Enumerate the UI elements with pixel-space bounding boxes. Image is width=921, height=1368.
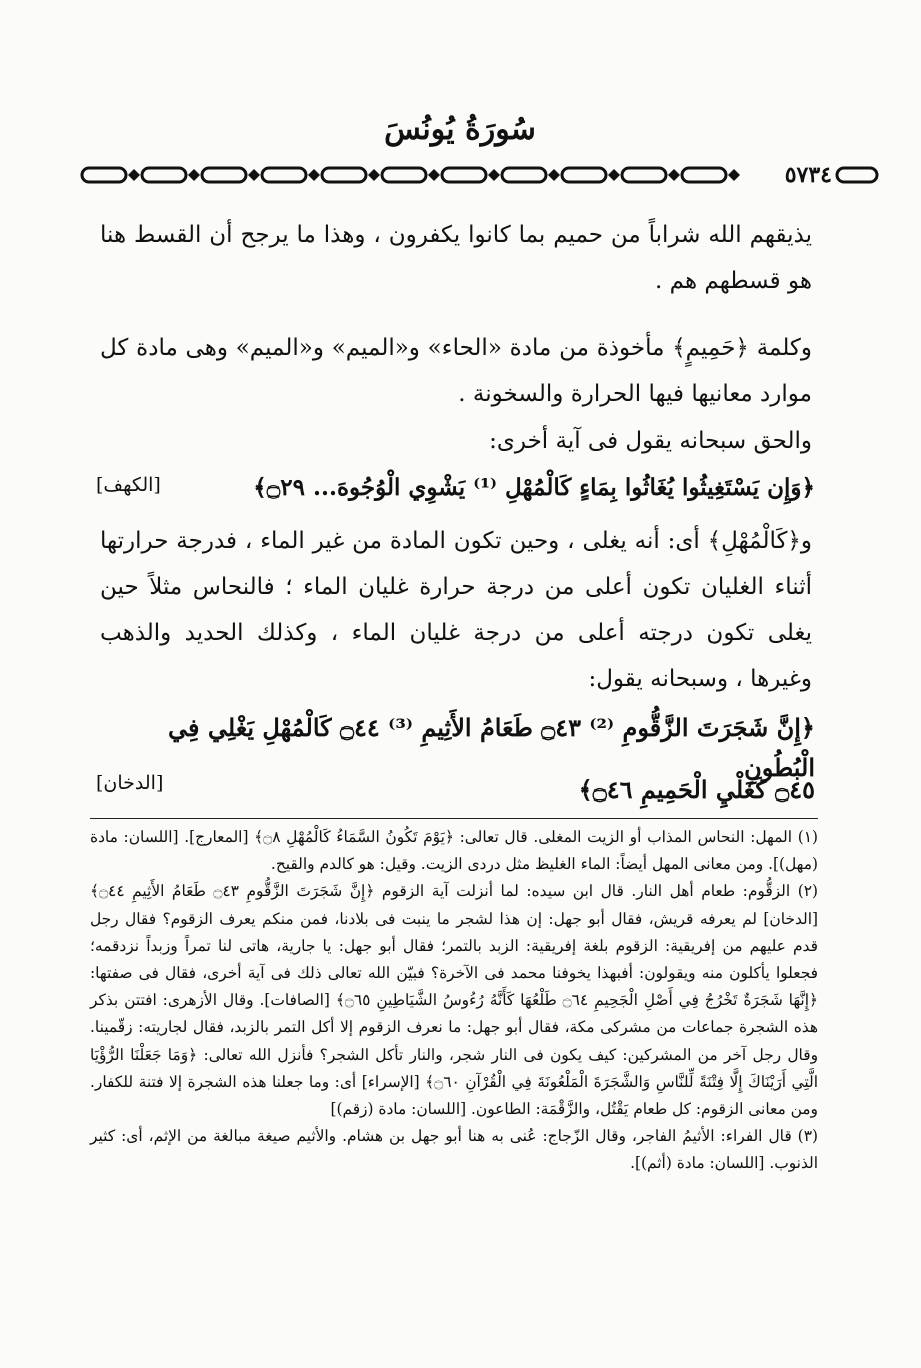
paragraph-3: والحق سبحانه يقول فى آية أخرى:: [489, 428, 812, 454]
footnote-3: (٣) قال الفراء: الأثيمُ الفاجر، وقال الزّجاج: عُنى به هنا أبو جهل بن هشام. والأثيم صيغة مبالغة من الإثم، أى: كثير الذنوب. [اللسان: مادة (أثم)].: [90, 1127, 818, 1173]
footnotes: [90, 824, 818, 1178]
end-ornament: [834, 162, 880, 188]
footnote-1: (١) المهل: النحاس المذاب أو الزيت المغلى. قال تعالى: ﴿يَوْمَ تَكُونُ السَّمَاءُ كَالْمُهْلِ ۝٨﴾ [المعارج]. [اللسان: مادة (مهل)]. ومن معانى المهل أيضاً: الماء الغليظ مثل دردى الزيت. وقيل: هو كالدم والقيح.: [90, 828, 818, 874]
footnote-2: (٢) الزقُّوم: طعام أهل النار. قال ابن سيده: لما أنزلت آية الزقوم ﴿إِنَّ شَجَرَتَ الزَّقُّومِ ۝٤٣ طَعَامُ الأَثِيمِ ۝٤٤﴾ [الدخان] لم يعرفه قريش، فقال أبو جهل: إن هذا لشجر ما ينبت فى بلادنا، فمن منكم يعرف الزقوم؟ فقال رجل قدم عليهم من إفريقية: الزقوم بلغة إفريقية: الزبد بالتمر؛ فقال أبو جهل: يا جارية، هاتى لنا تمراً وزبداً نزدقمه؛ فجعلوا يأكلون منه ويقولون: أفبهذا يخوفنا محمد فى الآخرة؟ فبيّن الله تعالى ذلك فى آية أخرى، فقال فى صفتها: ﴿إِنَّهَا شَجَرَةٌ تَخْرُجُ فِي أَصْلِ الْجَحِيمِ ۝٦٤ طَلْعُهَا كَأَنَّهُ رُءُوسُ الشَّيَاطِينِ ۝٦٥﴾ [الصافات]. وقال الأزهرى: افتتن بذكر هذه الشجرة جماعات من مشركى مكة، فقال أبو جهل: ما نعرف الزقوم إلا أكل التمر بالزبد، فقال لجاريته: زقّمينا. وقال رجل آخر من المشركين: كيف يكون فى النار شجر، والنار تأكل الشجر؟ فأنزل الله تعالى: ﴿وَمَا جَعَلْنَا الرُّؤْيَا الَّتِي أَرَيْنَاكَ إِلَّا فِتْنَةً لِّلنَّاسِ وَالشَّجَرَةَ الْمَلْعُونَةَ فِي الْقُرْآنِ ۝٦٠﴾ [الإسراء] أى: وما جعلنا هذه الشجرة إلا فتنة للكفار. ومن معانى الزقوم: كل طعام يَقْتُل، والزَّقْمَة: الطاعون. [اللسان: مادة (زقم)]: [90, 882, 819, 1119]
paragraph-1: يذيقهم الله شراباً من حميم بما كانوا يكفرون ، وهذا ما يرجح أن القسط هنا هو قسطهم هم .: [100, 222, 812, 294]
footnote-divider: [90, 818, 818, 819]
page-number: ٥٧٣٤: [784, 162, 832, 188]
verse-ad-dukhan-line-2: ۝٤٥ كَغَلْيِ الْحَمِيمِ ۝٤٦﴾: [578, 775, 815, 804]
verse-ref-al-kahf: [الكهف]: [96, 474, 161, 496]
header-ornament-band: [80, 162, 880, 188]
paragraph-2: وكلمة ﴿حَمِيمٍ﴾ مأخوذة من مادة «الحاء» و«الميم» و«الميم» وهى مادة كل موارد معانيها فيها الحرارة والسخونة .: [100, 335, 812, 407]
surah-title: سُورَةُ يُونُسَ: [384, 112, 536, 147]
verse-ad-dukhan-line-1: ﴿إِنَّ شَجَرَتَ الزَّقُّومِ ⁽²⁾ ۝٤٣ طَعَامُ الأَثِيمِ ⁽³⁾ ۝٤٤ كَالْمُهْلِ يَغْلِي فِي الْبُطُونِ: [168, 713, 815, 782]
verse-ref-ad-dukhan: [الدخان]: [96, 772, 164, 794]
verse-al-kahf: ﴿وَإِن يَسْتَغِيثُوا يُغَاثُوا بِمَاءٍ كَالْمُهْلِ ⁽¹⁾ يَشْوِي الْوُجُوهَ... ۝٢٩﴾: [253, 474, 815, 501]
chain-ornament: [80, 162, 760, 188]
paragraph-4: و﴿كَالْمُهْلِ﴾ أى: أنه يغلى ، وحين تكون المادة من غير الماء ، فدرجة حرارتها أثناء الغليان تكون أعلى من درجة حرارة غليان الماء ؛ فالنحاس مثلاً حين يغلى تكون درجته أعلى من درجة غليان الماء ، وكذلك الحديد والذهب وغيرها ، وسبحانه يقول:: [100, 528, 812, 692]
